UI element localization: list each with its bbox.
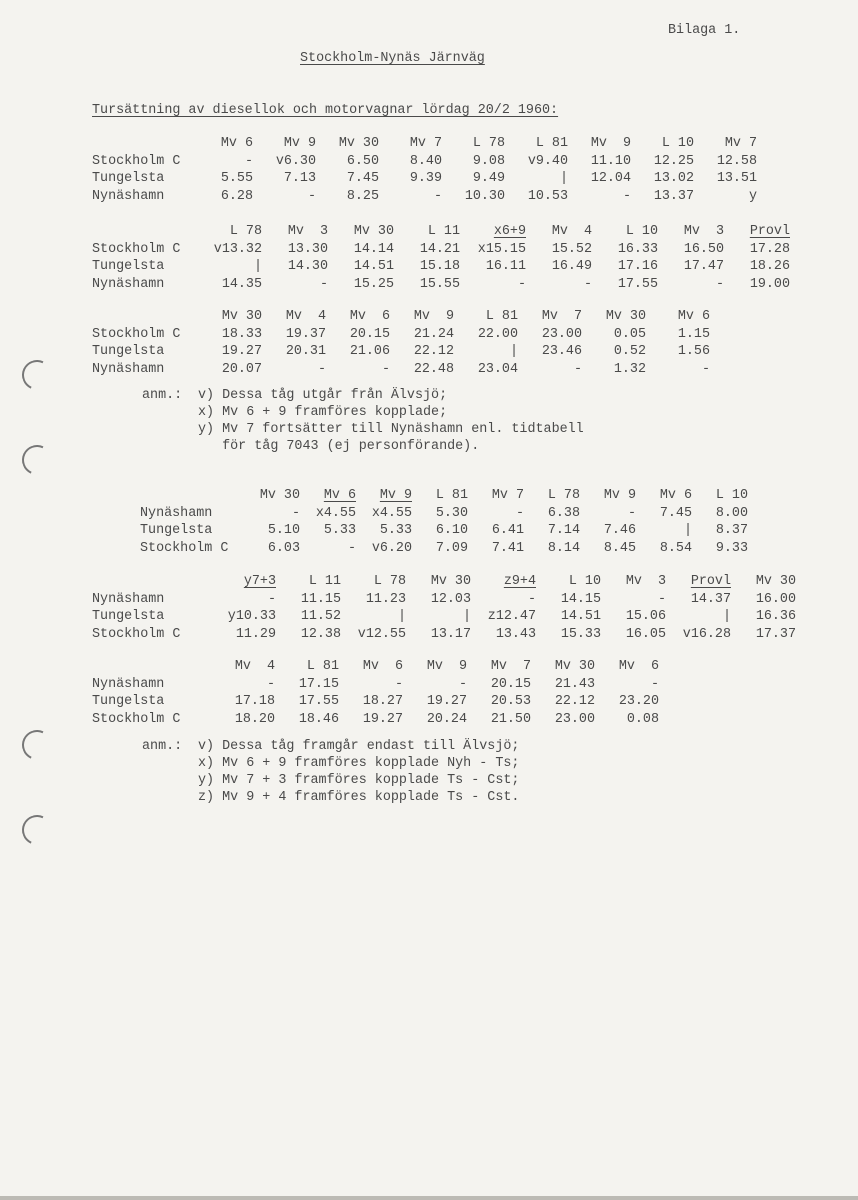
departure-time: 14.21 <box>419 241 460 257</box>
train-header: L 10 <box>715 488 748 503</box>
departure-time: 17.47 <box>683 259 724 274</box>
departure-time: 1.56 <box>677 344 710 359</box>
departure-time: 9.33 <box>715 540 748 556</box>
punch-hole <box>18 356 56 394</box>
departure-time: 14.37 <box>690 591 731 607</box>
departure-time: 13.37 <box>653 188 694 204</box>
departure-time: v16.28 <box>682 626 731 642</box>
station-name: Stockholm C <box>92 711 181 727</box>
train-header: Mv 30 <box>755 574 796 589</box>
departure-time: 5.10 <box>267 523 300 538</box>
station-name: Tungelsta <box>92 609 165 624</box>
departure-time: 6.03 <box>267 540 300 556</box>
departure-time: 11.10 <box>590 153 631 169</box>
departure-time: 12.04 <box>590 171 631 186</box>
train-header: L 81 <box>485 309 518 324</box>
departure-time: 17.37 <box>755 626 796 642</box>
departure-time: 7.46 <box>603 523 636 538</box>
departure-time: 12.03 <box>430 591 471 607</box>
departure-time: 21.43 <box>554 676 595 692</box>
departure-time: v12.55 <box>357 626 406 642</box>
departure-time: 23.46 <box>541 344 582 359</box>
station-name: Nynäshamn <box>92 591 165 607</box>
departure-time: 13.02 <box>653 171 694 186</box>
departure-time: x4.55 <box>371 505 412 521</box>
departure-time: 14.30 <box>287 259 328 274</box>
train-header: Mv 6 <box>659 488 692 503</box>
departure-time: | <box>509 344 518 359</box>
departure-time: 6.38 <box>547 505 580 521</box>
train-header: Mv 3 <box>683 224 724 239</box>
departure-time: v13.32 <box>213 241 262 257</box>
train-header: Mv 30 <box>430 574 471 589</box>
train-header: Mv 4 <box>551 224 592 239</box>
departure-time: 17.55 <box>298 694 339 709</box>
station-name: Tungelsta <box>92 259 165 274</box>
departure-time: 11.52 <box>300 609 341 624</box>
departure-time: - <box>394 676 403 692</box>
train-header: Mv 6 <box>618 659 659 674</box>
departure-time: | <box>722 609 731 624</box>
departure-time: - <box>701 361 710 377</box>
train-header: Mv 6 <box>677 309 710 324</box>
train-header: Mv 6 <box>362 659 403 674</box>
departure-time: 20.53 <box>490 694 531 709</box>
train-header: L 78 <box>373 574 406 589</box>
station-name: Tungelsta <box>92 344 165 359</box>
station-name: Stockholm C <box>92 241 181 257</box>
departure-time: 14.35 <box>221 276 262 292</box>
departure-time: 8.00 <box>715 505 748 521</box>
departure-time: 1.32 <box>613 361 646 377</box>
train-header: Mv 30 <box>221 309 262 324</box>
departure-time: 6.50 <box>346 153 379 169</box>
departure-time: 23.20 <box>618 694 659 709</box>
document-subtitle: Tursättning av diesellok och motorvagnar lördag 20/2 1960: <box>92 103 559 118</box>
departure-time: - <box>347 540 356 556</box>
train-header: L 78 <box>472 136 505 151</box>
departure-time: 5.33 <box>323 523 356 538</box>
departure-time: 8.45 <box>603 540 636 556</box>
departure-time: - <box>433 188 442 204</box>
departure-time: 12.25 <box>653 153 694 169</box>
departure-time: 20.31 <box>285 344 326 359</box>
departure-time: x15.15 <box>477 241 526 257</box>
departure-time: 7.41 <box>491 540 524 556</box>
departure-time: 23.00 <box>541 326 582 342</box>
train-header: L 10 <box>625 224 658 239</box>
departure-time: - <box>573 361 582 377</box>
departure-time: 21.24 <box>413 326 454 342</box>
departure-time: - <box>381 361 390 377</box>
departure-time: | <box>397 609 406 624</box>
departure-time: 19.27 <box>426 694 467 709</box>
train-header: Mv 7 <box>541 309 582 324</box>
train-header: Mv 6 <box>220 136 253 151</box>
train-header: L 10 <box>568 574 601 589</box>
departure-time: 13.43 <box>495 626 536 642</box>
departure-time: 15.33 <box>560 626 601 642</box>
train-header: Mv 9 <box>590 136 631 151</box>
station-name: Tungelsta <box>140 523 213 538</box>
departure-time: v6.20 <box>371 540 412 556</box>
note-inbound-z: z) Mv 9 + 4 framföres kopplade Ts - Cst. <box>198 790 520 805</box>
departure-time: 20.15 <box>490 676 531 692</box>
train-header: Mv 6 <box>323 488 356 503</box>
train-header: Mv 30 <box>605 309 646 324</box>
departure-time: 0.05 <box>613 326 646 342</box>
punch-hole <box>18 441 56 479</box>
departure-time: 7.09 <box>435 540 468 556</box>
departure-time: 20.15 <box>349 326 390 342</box>
train-header: L 81 <box>306 659 339 674</box>
station-name: Stockholm C <box>92 153 181 169</box>
departure-time: 17.55 <box>617 276 658 292</box>
departure-time: 15.18 <box>419 259 460 274</box>
departure-time: - <box>622 188 631 204</box>
train-header: Mv 30 <box>338 136 379 151</box>
train-header: Mv 7 <box>490 659 531 674</box>
departure-time: 8.25 <box>346 188 379 204</box>
departure-time: 1.15 <box>677 326 710 342</box>
note-outbound-y: y) Mv 7 fortsätter till Nynäshamn enl. tidtabell <box>198 422 584 437</box>
station-name: Stockholm C <box>140 540 229 556</box>
train-header: y7+3 <box>243 574 276 589</box>
departure-time: 18.33 <box>221 326 262 342</box>
departure-time: | <box>462 609 471 624</box>
note-inbound-x: x) Mv 6 + 9 framföres kopplade Nyh - Ts; <box>198 756 520 771</box>
departure-time: 11.23 <box>365 591 406 607</box>
departure-time: 5.55 <box>220 171 253 186</box>
station-name: Nynäshamn <box>140 505 213 521</box>
departure-time: - <box>527 591 536 607</box>
punch-hole <box>18 811 56 849</box>
train-header: Mv 6 <box>349 309 390 324</box>
departure-time: 9.39 <box>409 171 442 186</box>
station-name: Tungelsta <box>92 694 165 709</box>
station-name: Nynäshamn <box>92 361 165 377</box>
departure-time: x4.55 <box>315 505 356 521</box>
departure-time: | <box>559 171 568 186</box>
departure-time: 23.00 <box>554 711 595 727</box>
departure-time: 16.11 <box>485 259 526 274</box>
departure-time: 15.25 <box>353 276 394 292</box>
departure-time: 15.52 <box>551 241 592 257</box>
station-name: Nynäshamn <box>92 188 165 204</box>
train-header: Mv 4 <box>285 309 326 324</box>
departure-time: 20.24 <box>426 711 467 727</box>
note-outbound-x: x) Mv 6 + 9 framföres kopplade; <box>198 405 448 420</box>
departure-time: 0.08 <box>626 711 659 727</box>
departure-time: 21.06 <box>349 344 390 359</box>
departure-time: 16.33 <box>617 241 658 257</box>
train-header: z9+4 <box>503 574 536 589</box>
departure-time: - <box>291 505 300 521</box>
departure-time: 7.13 <box>283 171 316 186</box>
departure-time: 14.51 <box>353 259 394 274</box>
departure-time: 22.12 <box>413 344 454 359</box>
departure-time: - <box>458 676 467 692</box>
station-name: Stockholm C <box>92 626 181 642</box>
departure-time: 17.15 <box>298 676 339 692</box>
departure-time: v6.30 <box>275 153 316 169</box>
departure-time: 7.14 <box>547 523 580 538</box>
note-outbound-y-cont: för tåg 7043 (ej personförande). <box>198 439 480 454</box>
train-header: Mv 4 <box>234 659 275 674</box>
departure-time: 21.50 <box>490 711 531 727</box>
departure-time: 0.52 <box>613 344 646 359</box>
departure-time: 8.14 <box>547 540 580 556</box>
departure-time: 22.00 <box>477 326 518 342</box>
station-name: Tungelsta <box>92 171 165 186</box>
departure-time: 19.27 <box>221 344 262 359</box>
departure-time: 12.38 <box>300 626 341 642</box>
departure-time: 18.46 <box>298 711 339 727</box>
departure-time: 6.28 <box>220 188 253 204</box>
punch-hole <box>18 726 56 764</box>
departure-time: 9.49 <box>472 171 505 186</box>
departure-time: - <box>266 676 275 692</box>
departure-time: - <box>517 276 526 292</box>
departure-time: - <box>583 276 592 292</box>
train-header: Mv 7 <box>724 136 757 151</box>
departure-time: 8.37 <box>715 523 748 538</box>
departure-time: 22.12 <box>554 694 595 709</box>
notes-inbound-prefix: anm.: <box>142 739 183 754</box>
departure-time: 16.49 <box>551 259 592 274</box>
notes-outbound-prefix: anm.: <box>142 388 183 403</box>
train-header: Mv 9 <box>413 309 454 324</box>
train-header: L 11 <box>427 224 460 239</box>
departure-time: 16.05 <box>625 626 666 642</box>
departure-time: - <box>657 591 666 607</box>
departure-time: 17.28 <box>749 241 790 257</box>
departure-time: 19.37 <box>285 326 326 342</box>
departure-time: 7.45 <box>659 505 692 521</box>
departure-time: 23.04 <box>477 361 518 377</box>
train-header: Provl <box>749 224 790 239</box>
departure-time: 14.15 <box>560 591 601 607</box>
departure-time: y10.33 <box>227 609 276 624</box>
departure-time: z12.47 <box>487 609 536 624</box>
departure-time: 11.29 <box>235 626 276 642</box>
train-header: Mv 30 <box>554 659 595 674</box>
train-header: Mv 9 <box>426 659 467 674</box>
train-header: L 78 <box>547 488 580 503</box>
train-header: L 81 <box>535 136 568 151</box>
train-header: Mv 9 <box>379 488 412 503</box>
departure-time: 16.36 <box>755 609 796 624</box>
departure-time: - <box>307 188 316 204</box>
departure-time: 6.10 <box>435 523 468 538</box>
train-header: Mv 7 <box>409 136 442 151</box>
departure-time: 6.41 <box>491 523 524 538</box>
departure-time: - <box>319 276 328 292</box>
departure-time: - <box>715 276 724 292</box>
departure-time: 8.54 <box>659 540 692 556</box>
departure-time: 18.26 <box>749 259 790 274</box>
departure-time: 17.16 <box>617 259 658 274</box>
departure-time: 22.48 <box>413 361 454 377</box>
train-header: Mv 9 <box>283 136 316 151</box>
departure-time: 19.27 <box>362 711 403 727</box>
departure-time: 13.51 <box>716 171 757 186</box>
departure-time: 14.51 <box>560 609 601 624</box>
station-name: Nynäshamn <box>92 276 165 292</box>
page-edge <box>0 1196 858 1200</box>
departure-time: 5.30 <box>435 505 468 521</box>
departure-time: 15.06 <box>625 609 666 624</box>
train-header: x6+9 <box>493 224 526 239</box>
departure-time: | <box>683 523 692 538</box>
train-header: Mv 7 <box>491 488 524 503</box>
train-header: Mv 30 <box>353 224 394 239</box>
train-header: L 10 <box>661 136 694 151</box>
departure-time: 10.30 <box>464 188 505 204</box>
departure-time: - <box>267 591 276 607</box>
train-header: L 78 <box>229 224 262 239</box>
departure-time: v9.40 <box>527 153 568 169</box>
note-inbound-v: v) Dessa tåg framgår endast till Älvsjö; <box>198 739 520 754</box>
departure-time: 20.07 <box>221 361 262 377</box>
departure-time: 10.53 <box>527 188 568 204</box>
departure-time: | <box>253 259 262 274</box>
train-header: L 11 <box>308 574 341 589</box>
departure-time: 16.50 <box>683 241 724 257</box>
departure-time: 13.17 <box>430 626 471 642</box>
departure-time: 15.55 <box>419 276 460 292</box>
departure-time: - <box>317 361 326 377</box>
station-name: Nynäshamn <box>92 676 165 692</box>
departure-time: 16.00 <box>755 591 796 607</box>
station-name: Stockholm C <box>92 326 181 342</box>
departure-time: - <box>515 505 524 521</box>
departure-time: - <box>244 153 253 169</box>
departure-time: 8.40 <box>409 153 442 169</box>
departure-time: 11.15 <box>300 591 341 607</box>
departure-time: 17.18 <box>234 694 275 709</box>
note-inbound-y: y) Mv 7 + 3 framföres kopplade Ts - Cst; <box>198 773 520 788</box>
departure-time: 13.30 <box>287 241 328 257</box>
train-header: L 81 <box>435 488 468 503</box>
train-header: Mv 30 <box>259 488 300 503</box>
departure-time: 19.00 <box>749 276 790 292</box>
departure-time: 12.58 <box>716 153 757 169</box>
departure-time: 14.14 <box>353 241 394 257</box>
departure-time: - <box>627 505 636 521</box>
departure-time: y <box>748 188 757 204</box>
document-title: Stockholm-Nynäs Järnväg <box>300 51 485 66</box>
train-header: Mv 3 <box>625 574 666 589</box>
departure-time: 18.20 <box>234 711 275 727</box>
departure-time: 7.45 <box>346 171 379 186</box>
departure-time: 5.33 <box>379 523 412 538</box>
train-header: Provl <box>690 574 731 589</box>
departure-time: 18.27 <box>362 694 403 709</box>
departure-time: 9.08 <box>472 153 505 169</box>
appendix-label: Bilaga 1. <box>668 23 741 38</box>
train-header: Mv 3 <box>287 224 328 239</box>
departure-time: - <box>650 676 659 692</box>
train-header: Mv 9 <box>603 488 636 503</box>
note-outbound-v: v) Dessa tåg utgår från Älvsjö; <box>198 388 448 403</box>
